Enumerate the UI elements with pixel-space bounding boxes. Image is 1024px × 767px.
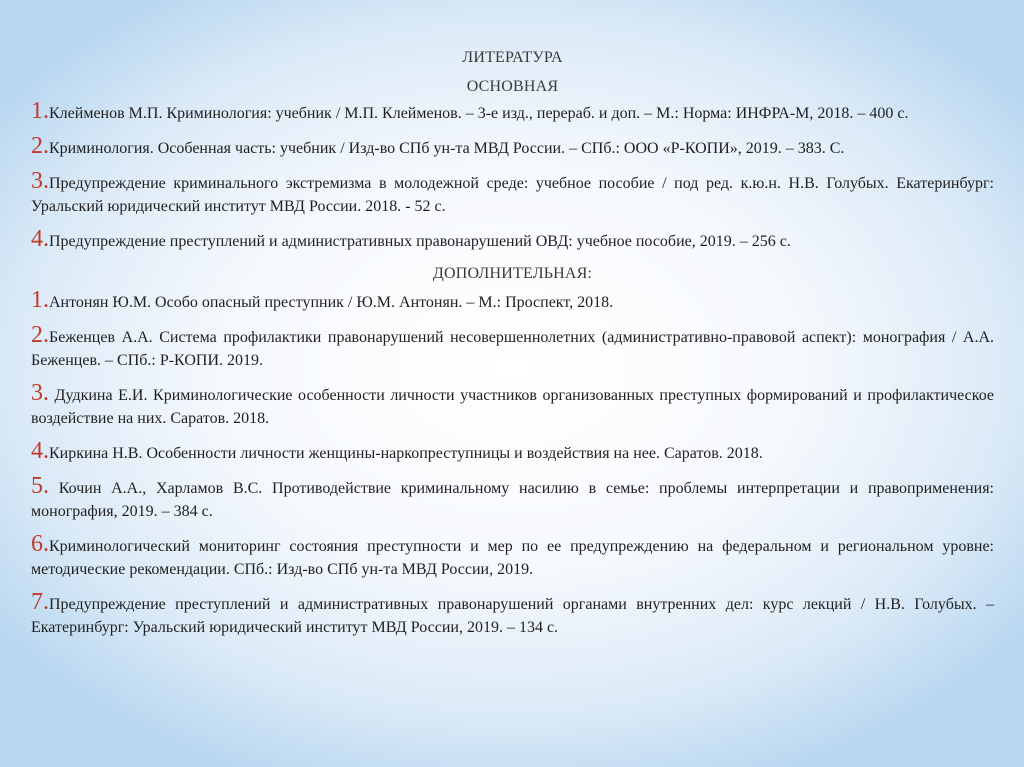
item-text: Дудкина Е.И. Криминологические особенности личности участников организованных преступных формирований и профилактическое воздействие на них. Саратов. 2018. [31,387,994,427]
item-number: 7. [31,589,49,615]
item-number: 3. [31,380,49,406]
item-number: 2. [31,322,49,348]
item-text: Беженцев А.А. Система профилактики правонарушений несовершеннолетних (административно-правовой аспект): монография / А.А. Беженцев. – СПб.: Р-КОПИ. 2019. [31,329,994,369]
page-title: ЛИТЕРАТУРА [462,49,563,66]
item-text: Антонян Ю.М. Особо опасный преступник / Ю.М. Антонян. – М.: Проспект, 2018. [49,294,614,311]
list-item [31,133,994,160]
item-text: Предупреждение криминального экстремизма в молодежной среде: учебное пособие / под ред. к.ю.н. Н.В. Голубых. Екатеринбург: Уральский юридический институт МВД России. 2018. - 52 с. [31,175,994,215]
list-item [31,380,994,430]
item-number: 1. [31,98,49,124]
additional-section-heading: ДОПОЛНИТЕЛЬНАЯ: [432,265,593,282]
main-list [31,98,994,253]
list-item [31,531,994,581]
slide-content [31,48,994,650]
item-text: Киркина Н.В. Особенности личности женщины-наркопреступницы и воздействия на нее. Саратов. 2018. [49,445,763,462]
item-text: Кочин А.А., Харламов В.С. Противодействие криминальному насилию в семье: проблемы интерпретации и правоприменения: монография, 2019. – 384 с. [31,480,994,520]
item-number: 5. [31,473,49,499]
item-number: 4. [31,226,49,252]
item-text: Предупреждение преступлений и административных правонарушений органами внутренних дел: курс лекций / Н.В. Голубых. – Екатеринбург: Уральский юридический институт МВД России, 2019. – 134 с. [31,596,994,636]
list-item [31,322,994,372]
item-text: Криминологический мониторинг состояния преступности и мер по ее предупреждению на федеральном и региональном уровне: методические рекомендации. СПб.: Изд-во СПб ун-та МВД России, 2019. [31,538,994,578]
list-item [31,226,994,253]
list-item [31,589,994,639]
item-number: 6. [31,531,49,557]
additional-list [31,287,994,639]
list-item [31,98,994,125]
item-text: Криминология. Особенная часть: учебник / Изд-во СПб ун-та МВД России. – СПб.: ООО «Р-КОПИ», 2019. – 383. С. [49,140,845,157]
list-item [31,287,994,314]
item-number: 3. [31,168,49,194]
item-number: 2. [31,133,49,159]
list-item [31,438,994,465]
list-item [31,473,994,523]
main-section-heading: ОСНОВНАЯ [466,78,559,95]
item-text: Клейменов М.П. Криминология: учебник / М.П. Клейменов. – 3-е изд., перераб. и доп. – М.: Норма: ИНФРА-М, 2018. – 400 с. [49,105,909,122]
item-number: 1. [31,287,49,313]
item-text: Предупреждение преступлений и административных правонарушений ОВД: учебное пособие, 2019. – 256 с. [49,233,791,250]
item-number: 4. [31,438,49,464]
list-item [31,168,994,218]
